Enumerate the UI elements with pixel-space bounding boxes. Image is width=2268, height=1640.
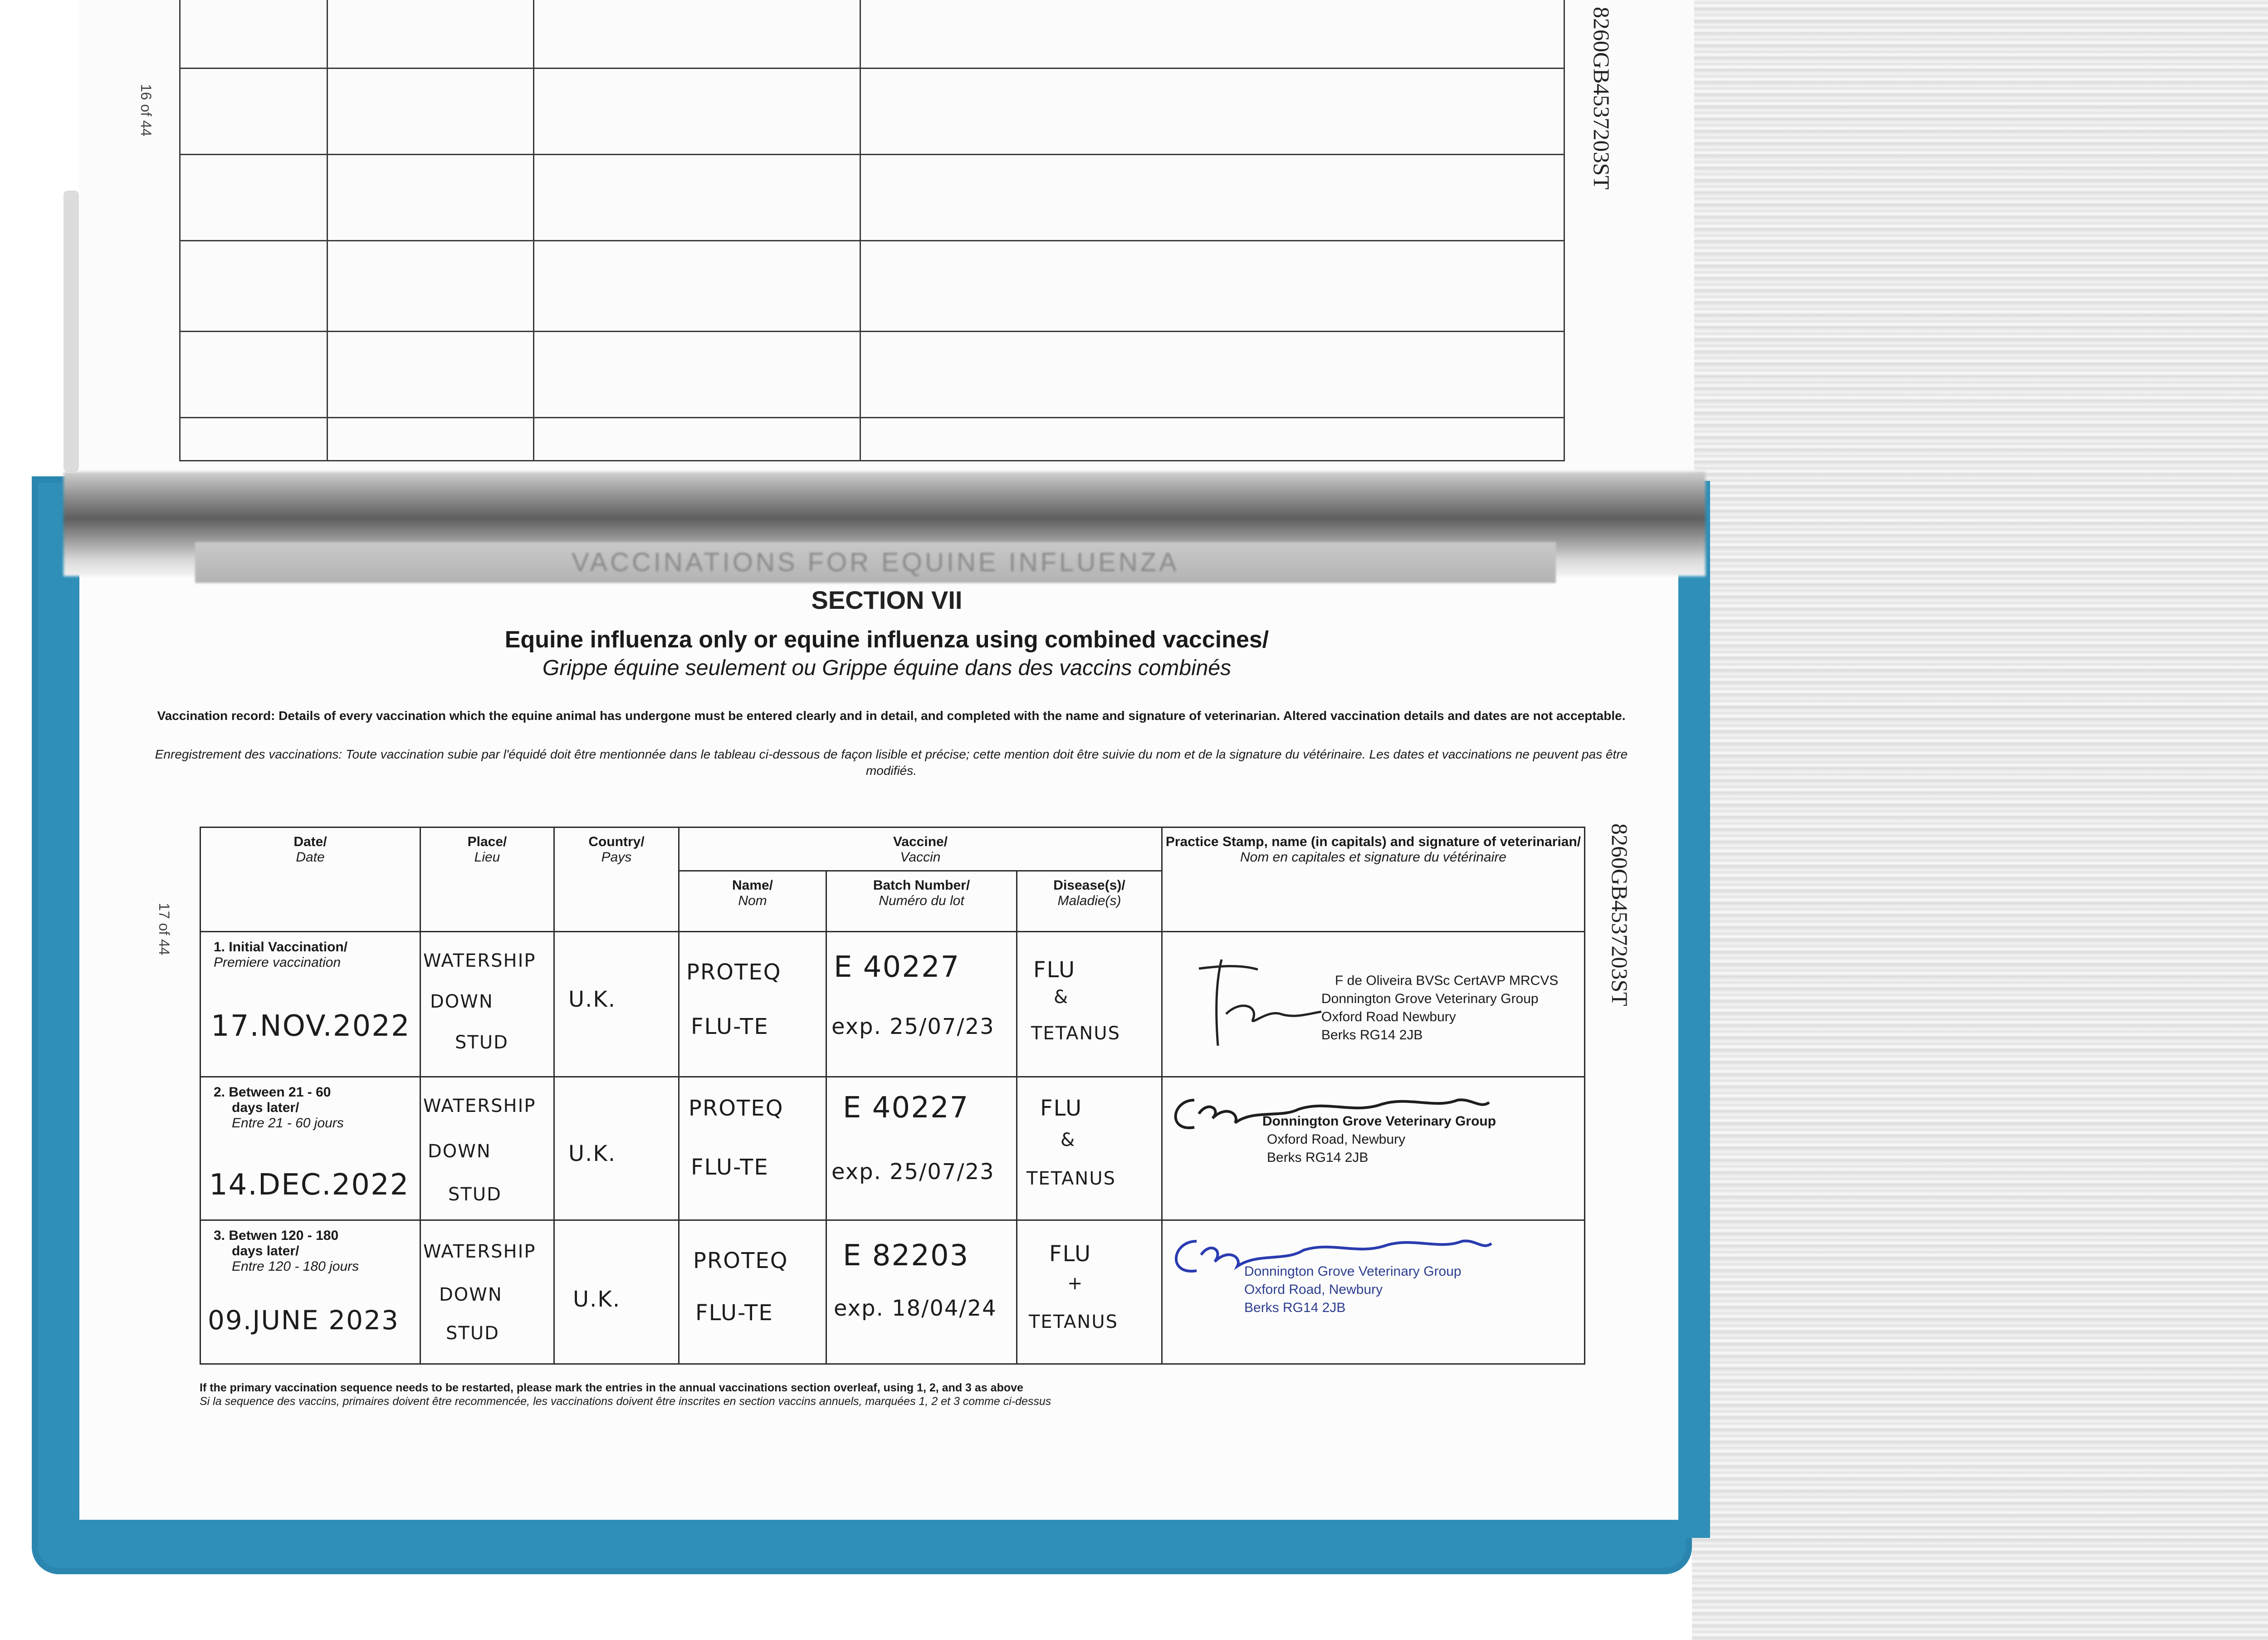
- table-row: [200, 1077, 1585, 1220]
- scanner-background: [1692, 0, 2268, 1640]
- date-cell: 3. Betwen 120 - 180 days later/ Entre 120 - 180 jours 09.JUNE 2023: [200, 1220, 420, 1364]
- batch-number-cell: E 40227 exp. 25/07/23: [826, 1077, 1017, 1220]
- page-number-upper: 16 of 44: [138, 84, 154, 137]
- country-cell: U.K.: [554, 932, 679, 1077]
- vaccination-table: [200, 827, 1585, 1365]
- date-cell: 2. Between 21 - 60 days later/ Entre 21 - 60 jours 14.DEC.2022: [200, 1077, 420, 1220]
- batch-number-cell: E 82203 exp. 18/04/24: [826, 1220, 1017, 1364]
- header-vaccine-name: Name/ Nom: [679, 871, 826, 932]
- diseases-cell: FLU & TETANUS: [1017, 932, 1162, 1077]
- place-cell: WATERSHIP DOWN STUD: [420, 1077, 554, 1220]
- footer-note-french: Si la sequence des vaccins, primaires doivent être recommencée, les vaccinations doivent être inscrites en section vaccins annuels, marquées 1, 2 et 3 comme ci-dessus: [200, 1395, 1051, 1408]
- place-cell: WATERSHIP DOWN STUD: [420, 932, 554, 1077]
- serial-number-upper: 8260GB4537203ST: [1589, 7, 1614, 190]
- ghost-heading: VACCINATIONS FOR EQUINE INFLUENZA: [195, 542, 1556, 583]
- section-title: SECTION VII: [811, 586, 963, 614]
- upper-blank-grid: [179, 0, 1565, 461]
- country-cell: U.K.: [554, 1220, 679, 1364]
- heading-french: Grippe équine seulement ou Grippe équine dans des vaccins combinés: [542, 656, 1232, 680]
- header-date: Date/ Date: [200, 827, 420, 932]
- stamp-line: Oxford Road, Newbury: [1267, 1132, 1406, 1147]
- table-row: [200, 1220, 1585, 1364]
- page-edge: [64, 191, 79, 472]
- stamp-line: Berks RG14 2JB: [1244, 1300, 1346, 1315]
- vaccine-name-cell: PROTEQ FLU-TE: [679, 1220, 826, 1364]
- veterinarian-signature: [1190, 950, 1326, 1055]
- date-handwritten: 09.JUNE 2023: [208, 1305, 399, 1336]
- stamp-line: Oxford Road Newbury: [1321, 1009, 1456, 1024]
- date-handwritten: 17.NOV.2022: [211, 1009, 411, 1043]
- stamp-line: Donnington Grove Veterinary Group: [1262, 1114, 1496, 1129]
- header-place: Place/ Lieu: [420, 827, 554, 932]
- header-practice-stamp: Practice Stamp, name (in capitals) and signature of veterinarian/ Nom en capitales et signature du vétérinaire: [1162, 827, 1585, 932]
- header-vaccine: Vaccine/ Vaccin: [679, 827, 1162, 871]
- place-cell: WATERSHIP DOWN STUD: [420, 1220, 554, 1364]
- stamp-line: F de Oliveira BVSc CertAVP MRCVS: [1335, 973, 1559, 988]
- practice-stamp-cell: [1162, 932, 1585, 1077]
- diseases-cell: FLU + TETANUS: [1017, 1220, 1162, 1364]
- date-cell: 1. Initial Vaccination/ Premiere vaccination 17.NOV.2022: [200, 932, 420, 1077]
- header-batch-number: Batch Number/ Numéro du lot: [826, 871, 1017, 932]
- stamp-line: Berks RG14 2JB: [1267, 1150, 1369, 1165]
- vaccine-name-cell: PROTEQ FLU-TE: [679, 1077, 826, 1220]
- date-handwritten: 14.DEC.2022: [209, 1168, 410, 1202]
- stamp-line: Berks RG14 2JB: [1321, 1028, 1423, 1043]
- practice-stamp-cell: [1162, 1077, 1585, 1220]
- record-instructions-french: Enregistrement des vaccinations: Toute vaccination subie par l'équidé doit être mentionnée dans le tableau ci-dessous de façon lisible et précise; cette mention doit être suivie du nom et de la signature du vétérinaire. Les dates et vaccinations ne peuvent pas être modifiés.: [155, 747, 1628, 778]
- stamp-line: Donnington Grove Veterinary Group: [1321, 991, 1539, 1006]
- diseases-cell: FLU & TETANUS: [1017, 1077, 1162, 1220]
- serial-number-lower: 8260GB4537203ST: [1607, 823, 1633, 1006]
- heading-english: Equine influenza only or equine influenza using combined vaccines/: [504, 627, 1269, 653]
- country-cell: U.K.: [554, 1077, 679, 1220]
- vaccine-name-cell: PROTEQ FLU-TE: [679, 932, 826, 1077]
- header-country: Country/ Pays: [554, 827, 679, 932]
- stamp-line: Oxford Road, Newbury: [1244, 1282, 1383, 1297]
- practice-stamp-cell: [1162, 1220, 1585, 1364]
- batch-number-cell: E 40227 exp. 25/07/23: [826, 932, 1017, 1077]
- stamp-line: Donnington Grove Veterinary Group: [1244, 1264, 1461, 1279]
- page-number-lower: 17 of 44: [156, 903, 172, 955]
- table-row: [200, 932, 1585, 1077]
- header-diseases: Disease(s)/ Maladie(s): [1017, 871, 1162, 932]
- record-instructions-english: Vaccination record: Details of every vaccination which the equine animal has undergone must be entered clearly and in detail, and completed with the name and signature of veterinarian. Altered vaccination details and dates are not acceptable.: [157, 709, 1626, 723]
- footer-note-english: If the primary vaccination sequence needs to be restarted, please mark the entries in the annual vaccinations section overleaf, using 1, 2, and 3 as above: [200, 1381, 1023, 1394]
